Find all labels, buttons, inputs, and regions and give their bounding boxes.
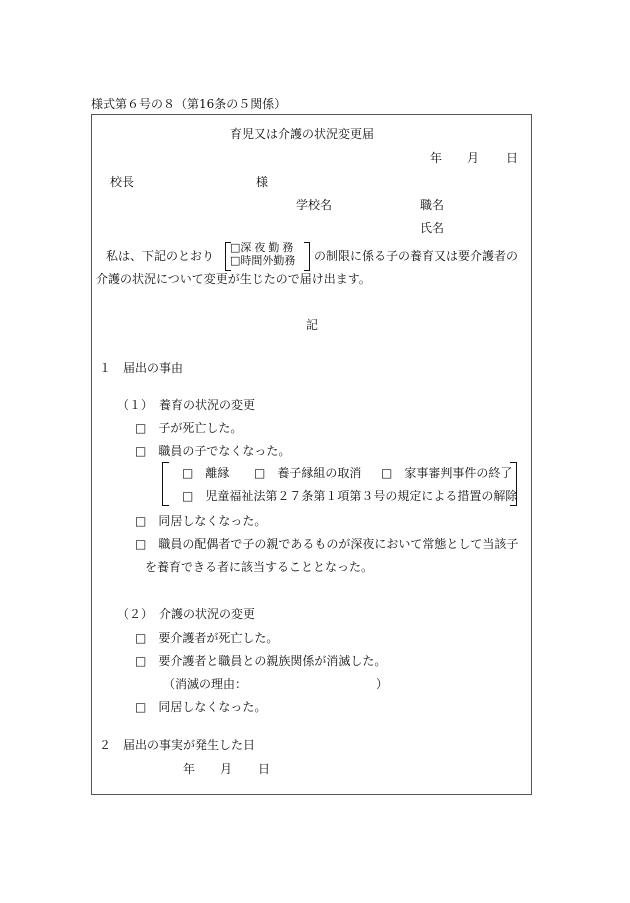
date-year: 年 (430, 151, 443, 165)
section2-year: 年 (183, 762, 196, 776)
sub1-item-not-living: □ 同居しなくなった。 (135, 514, 267, 528)
option-bracket-right (304, 242, 310, 271)
sub1-heading: （１） 養育の状況の変更 (117, 398, 256, 412)
checkbox-icon: □ (135, 631, 147, 645)
checkbox-icon: □ (135, 444, 147, 458)
checkbox-icon: □ (230, 241, 241, 254)
sub2-item-not-living: □ 同居しなくなった。 (135, 700, 267, 714)
option-overtime-work: □時間外勤務 (230, 254, 296, 267)
checkbox-icon: □ (135, 537, 147, 551)
sub1-item-spouse-cont: を養育できる者に該当することとなった。 (145, 560, 374, 574)
intro-line2: 介護の状況について変更が生じたので届け出ます。 (96, 272, 371, 286)
checkbox-icon: □ (381, 466, 393, 480)
section2-day: 日 (258, 762, 271, 776)
sub1-item-spouse: □ 職員の配偶者で子の親であるものが深夜において常態として当該子 (135, 537, 519, 551)
checkbox-icon: □ (254, 466, 266, 480)
date-month: 月 (467, 151, 480, 165)
date-day: 日 (506, 151, 519, 165)
intro-suffix: の制限に係る子の養育又は要介護者の (314, 249, 519, 263)
addressee-principal: 校長 (110, 175, 135, 189)
checkbox-icon: □ (135, 700, 147, 714)
intro-prefix: 私は、下記のとおり (106, 249, 215, 263)
sub2-reason-open: （消滅の理由： (163, 677, 248, 691)
sub1-item-not-child: □ 職員の子でなくなった。 (135, 444, 291, 458)
sub2-heading: （２） 介護の状況の変更 (117, 607, 256, 621)
ki-heading: 記 (306, 318, 319, 332)
reason-child-welfare: □ 児童福祉法第２７条第１項第３号の規定による措置の解除 (182, 489, 518, 503)
reason-family-court: □ 家事審判事件の終了 (381, 466, 513, 480)
section2-heading: ２ 届出の事実が発生した日 (99, 738, 256, 752)
option-night-work: □深夜勤務 (230, 241, 297, 254)
checkbox-icon: □ (182, 466, 194, 480)
applicant-name-label: 氏名 (420, 221, 445, 235)
checkbox-icon: □ (182, 489, 194, 503)
position-label: 職名 (420, 198, 445, 212)
form-title: 育児又は介護の状況変更届 (230, 127, 375, 141)
checkbox-icon: □ (230, 254, 241, 267)
section1-heading: １ 届出の事由 (99, 361, 184, 375)
reason-bracket-left (162, 462, 169, 506)
sub2-reason-close: ） (376, 677, 389, 691)
checkbox-icon: □ (135, 421, 147, 435)
checkbox-icon: □ (135, 654, 147, 668)
checkbox-icon: □ (135, 514, 147, 528)
section2-month: 月 (220, 762, 233, 776)
reason-divorce: □ 離縁 (182, 466, 230, 480)
sub1-item-child-died: □ 子が死亡した。 (135, 421, 243, 435)
reason-adoption-cancel: □ 養子縁組の取消 (254, 466, 362, 480)
form-header: 様式第６号の８（第16条の５関係） (91, 97, 287, 111)
school-name-label: 学校名 (296, 198, 333, 212)
sub2-item-died: □ 要介護者が死亡した。 (135, 631, 279, 645)
addressee-honorific: 様 (256, 175, 269, 189)
sub2-item-relation: □ 要介護者と職員との親族関係が消滅した。 (135, 654, 387, 668)
reason-bracket-right (510, 462, 517, 506)
